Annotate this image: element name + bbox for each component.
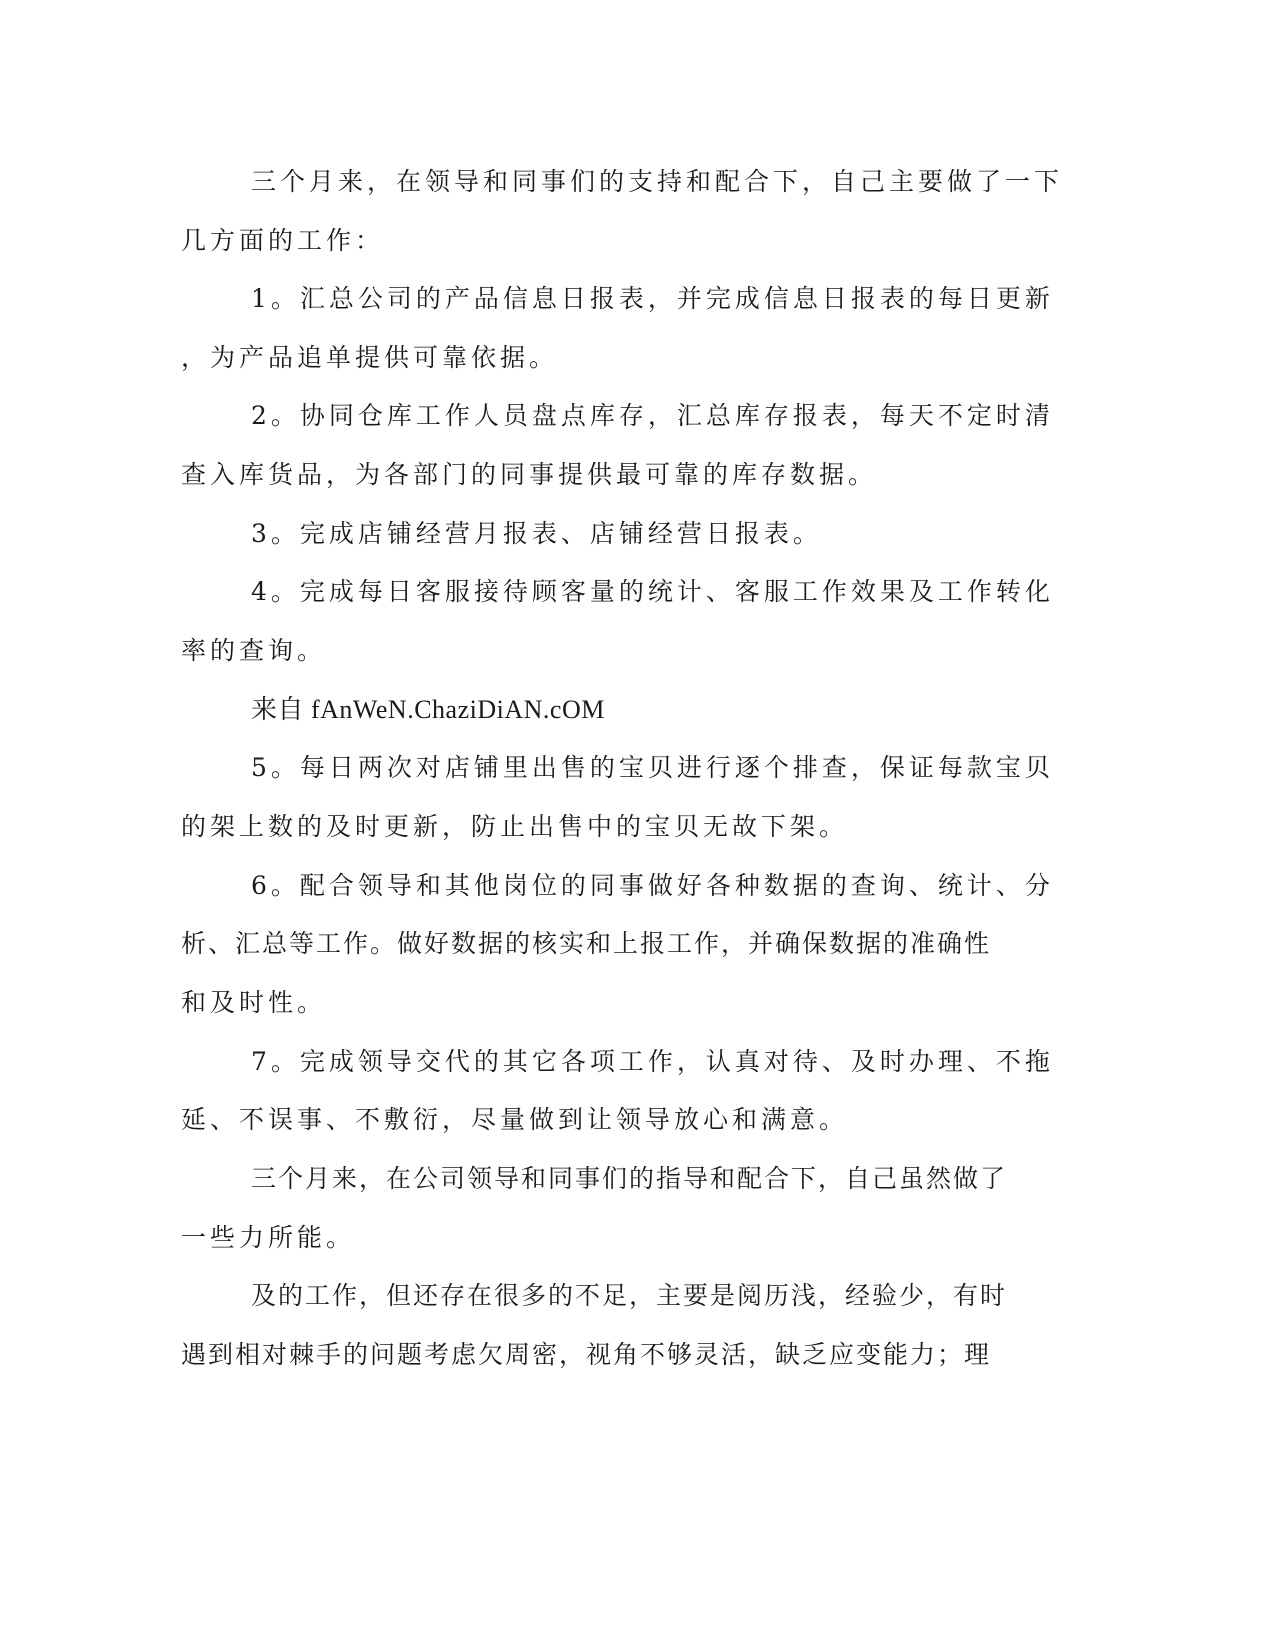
paragraph-line: 查入库货品，为各部门的同事提供最可靠的库存数据。 (181, 460, 878, 489)
paragraph-line: ，为产品追单提供可靠依据。 (181, 343, 559, 372)
paragraph-line: 3。完成店铺经营月报表、店铺经营日报表。 (251, 519, 822, 548)
paragraph-line: 几方面的工作： (181, 226, 385, 255)
paragraph-line: 5。每日两次对店铺里出售的宝贝进行逐个排查，保证每款宝贝 (251, 753, 1054, 782)
paragraph-line: 三个月来，在领导和同事们的支持和配合下，自己主要做了一下 (251, 167, 1064, 196)
paragraph-line: 一些力所能。 (181, 1223, 356, 1252)
paragraph-line: 7。完成领导交代的其它各项工作，认真对待、及时办理、不拖 (251, 1047, 1054, 1076)
paragraph-line: 及的工作，但还存在很多的不足，主要是阅历浅，经验少，有时 (251, 1281, 1008, 1310)
paragraph-line: 率的查询。 (181, 636, 327, 665)
paragraph-line: 2。协同仓库工作人员盘点库存，汇总库存报表，每天不定时清 (251, 401, 1054, 430)
paragraph-line: 三个月来，在公司领导和同事们的指导和配合下，自己虽然做了 (251, 1164, 1008, 1193)
paragraph-line: 和及时性。 (181, 988, 327, 1017)
paragraph-line: 的架上数的及时更新，防止出售中的宝贝无故下架。 (181, 812, 849, 841)
paragraph-line: 遇到相对棘手的问题考虑欠周密，视角不够灵活，缺乏应变能力；理 (181, 1340, 992, 1369)
paragraph-line: 6。配合领导和其他岗位的同事做好各种数据的查询、统计、分 (251, 871, 1054, 900)
paragraph-line: 1。汇总公司的产品信息日报表，并完成信息日报表的每日更新 (251, 284, 1054, 313)
paragraph-line: 4。完成每日客服接待顾客量的统计、客服工作效果及工作转化 (251, 577, 1054, 606)
source-line: 来自 fAnWeN.ChaziDiAN.cOM (251, 695, 605, 724)
paragraph-line: 延、不误事、不敷衍，尽量做到让领导放心和满意。 (181, 1105, 849, 1134)
paragraph-line: 析、汇总等工作。做好数据的核实和上报工作，并确保数据的准确性 (181, 929, 992, 958)
